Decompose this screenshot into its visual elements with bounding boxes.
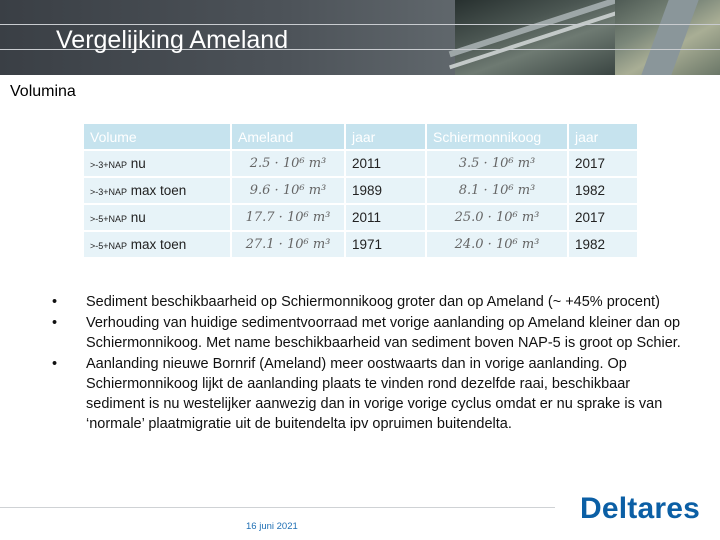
table-header-row bbox=[84, 124, 637, 149]
ameland-volume: 17.7 · 10⁶ m³ bbox=[232, 205, 344, 230]
ameland-volume: 9.6 · 10⁶ m³ bbox=[232, 178, 344, 203]
schier-year: 1982 bbox=[569, 178, 637, 203]
volumes-table bbox=[82, 122, 639, 259]
bullet-marker: • bbox=[52, 315, 58, 331]
schier-year: 2017 bbox=[569, 205, 637, 230]
table-row bbox=[84, 205, 637, 230]
schier-year: 2017 bbox=[569, 151, 637, 176]
schier-volume: 8.1 · 10⁶ m³ bbox=[427, 178, 567, 203]
slide-title: Vergelijking Ameland bbox=[56, 26, 289, 54]
table-row bbox=[84, 232, 637, 257]
bullet-text: Sediment beschikbaarheid op Schiermonnikoog groter dan op Ameland (~ +45% procent) bbox=[86, 294, 660, 310]
row-label: >-5+NAP max toen bbox=[84, 232, 230, 257]
header-volume: Volume bbox=[84, 124, 230, 149]
schier-volume: 24.0 · 10⁶ m³ bbox=[427, 232, 567, 257]
ameland-volume: 27.1 · 10⁶ m³ bbox=[232, 232, 344, 257]
schier-volume: 25.0 · 10⁶ m³ bbox=[427, 205, 567, 230]
ameland-volume: 2.5 · 10⁶ m³ bbox=[232, 151, 344, 176]
header-photo-bridge bbox=[455, 0, 615, 75]
schier-year: 1982 bbox=[569, 232, 637, 257]
ameland-year: 1971 bbox=[346, 232, 425, 257]
bullet-marker: • bbox=[52, 294, 58, 310]
row-label: >-3+NAP nu bbox=[84, 151, 230, 176]
header-ameland: Ameland bbox=[232, 124, 344, 149]
ameland-year: 1989 bbox=[346, 178, 425, 203]
header-schiermonnikoog: Schiermonnikoog bbox=[427, 124, 567, 149]
section-subtitle: Volumina bbox=[10, 83, 76, 100]
table-row bbox=[84, 178, 637, 203]
table-row bbox=[84, 151, 637, 176]
bullet-text: Verhouding van huidige sedimentvoorraad met vorige aanlanding op Ameland kleiner dan op Schiermonnikoog. Met name beschikbaarheid van sediment boven NAP-5 is groot op Schier. bbox=[86, 315, 681, 351]
row-label: >-3+NAP max toen bbox=[84, 178, 230, 203]
bullet-text: Aanlanding nieuwe Bornrif (Ameland) meer oostwaarts dan in vorige aanlanding. Op Schiermonnikoog lijkt de aanlanding plaats te vinden rond dezelfde raai, beschikbaar sediment is nu westelijker aanwezig dan in vorige vorige cyclus omdat er nu sprake is van ‘normale’ plaatmigratie uit de buitendelta ipv opruimen buitendelta. bbox=[86, 356, 663, 432]
bullet-marker: • bbox=[52, 356, 58, 372]
ameland-year: 2011 bbox=[346, 151, 425, 176]
schier-volume: 3.5 · 10⁶ m³ bbox=[427, 151, 567, 176]
header-banner bbox=[0, 0, 720, 75]
footer-divider bbox=[0, 507, 555, 508]
bullet-list bbox=[52, 292, 682, 435]
header-year-schier: jaar bbox=[569, 124, 637, 149]
footer-date: 16 juni 2021 bbox=[246, 521, 298, 532]
bullet-item bbox=[52, 313, 682, 353]
bullet-item bbox=[52, 292, 682, 312]
header-photo-landscape bbox=[615, 0, 720, 75]
ameland-year: 2011 bbox=[346, 205, 425, 230]
header-year-ameland: jaar bbox=[346, 124, 425, 149]
deltares-logo: Deltares bbox=[580, 492, 701, 525]
bullet-item bbox=[52, 354, 682, 434]
row-label: >-5+NAP nu bbox=[84, 205, 230, 230]
